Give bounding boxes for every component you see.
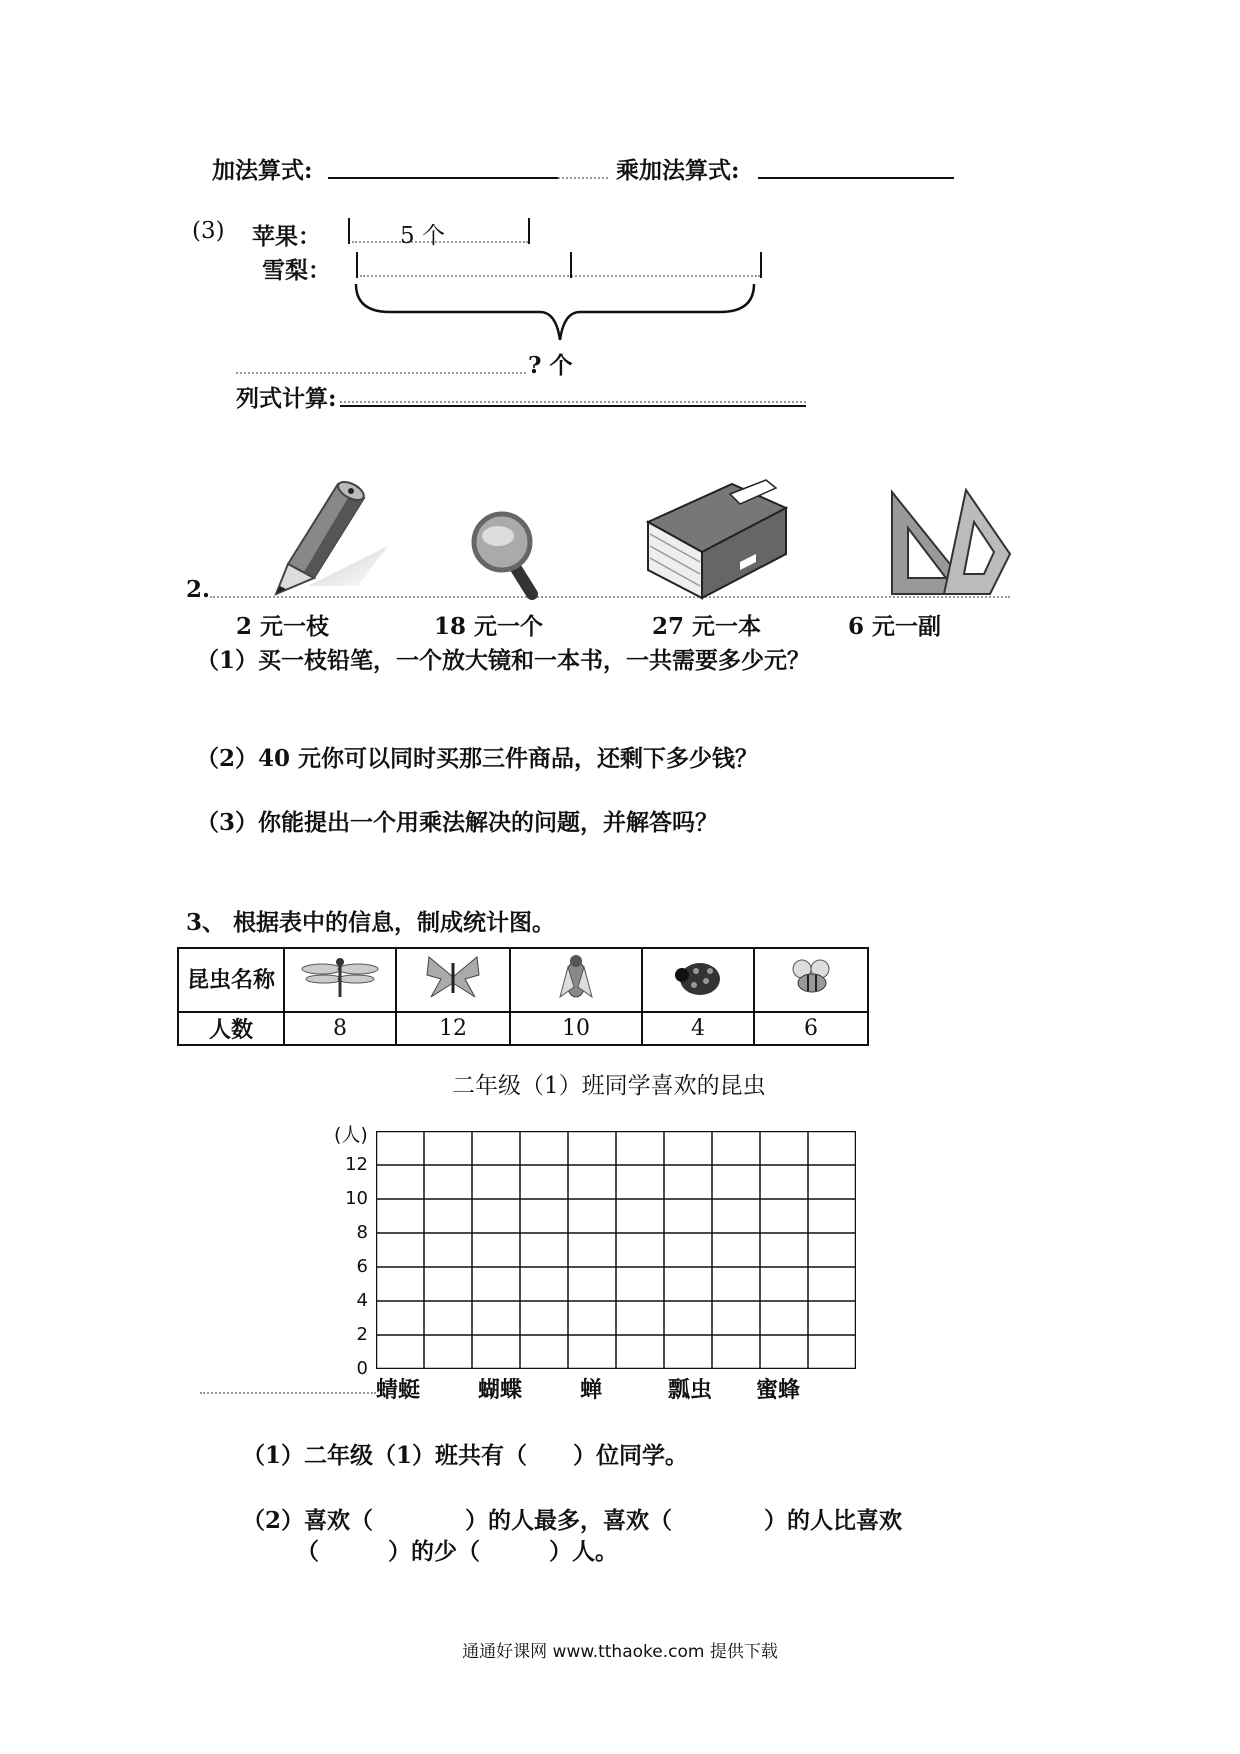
q2-question-1: （1）买一枝铅笔，一个放大镜和一本书，一共需要多少元？ (196, 647, 811, 674)
y-tick-label: 2 (356, 1324, 368, 1345)
butterfly-icon (423, 953, 483, 1001)
calc-blank[interactable] (340, 405, 806, 407)
set-square-icon (886, 486, 1016, 598)
count-butterfly: 12 (396, 1012, 510, 1045)
question-number: (3) (192, 218, 225, 244)
count-bee: 6 (754, 1012, 868, 1045)
pencil-icon (268, 476, 398, 602)
magnifier-price: 18 元一个 (434, 613, 544, 640)
y-tick-label: 0 (356, 1358, 368, 1379)
pear-label: 雪梨： (262, 257, 331, 284)
chart-ylabel: (人) (334, 1124, 368, 1146)
y-tick-label: 6 (356, 1256, 368, 1277)
apple-label: 苹果： (252, 223, 321, 250)
q3-question-2-cont: （ ）的少（ ）人。 (296, 1538, 618, 1565)
book-icon (640, 478, 790, 604)
y-tick-label: 4 (356, 1290, 368, 1311)
cicada-icon (556, 951, 596, 1003)
bar-tick (348, 218, 350, 244)
q3-question-2: （2）喜欢（ ）的人最多，喜欢（ ）的人比喜欢 (242, 1507, 903, 1534)
dotted-line (236, 372, 526, 374)
x-category-label: 瓢虫 (668, 1377, 713, 1403)
x-category-label: 蜜蜂 (756, 1377, 801, 1403)
y-tick-label: 8 (356, 1222, 368, 1243)
calc-label: 列式计算: (236, 385, 337, 412)
magnifier-icon (466, 510, 546, 602)
bar-tick (528, 218, 530, 244)
apple-value: 5 个 (400, 223, 445, 249)
dragonfly-cell (284, 948, 396, 1012)
question-number: 2. (186, 576, 211, 603)
ladybug-cell (642, 948, 754, 1012)
dotted-line (200, 1392, 376, 1394)
add-formula-blank[interactable] (328, 177, 558, 179)
y-tick-label: 12 (345, 1154, 368, 1175)
bee-icon (788, 957, 834, 997)
bee-cell (754, 948, 868, 1012)
chart-grid[interactable] (376, 1131, 856, 1369)
bar-tick (760, 252, 762, 278)
book-price: 27 元一本 (652, 613, 762, 640)
table-header-cell: 昆虫名称 (178, 948, 284, 1012)
pear-bar (360, 275, 760, 277)
dragonfly-icon (300, 955, 380, 999)
page-footer: 通通好课网 www.tthaoke.com 提供下载 (462, 1642, 778, 1662)
x-category-label: 蝴蝶 (478, 1377, 523, 1403)
total-label: ? 个 (528, 352, 573, 379)
pencil-price: 2 元一枝 (236, 613, 330, 640)
add-formula-label: 加法算式: (212, 157, 313, 184)
count-ladybug: 4 (642, 1012, 754, 1045)
count-dragonfly: 8 (284, 1012, 396, 1045)
bar-tick (356, 252, 358, 278)
x-category-label: 蝉 (580, 1377, 603, 1403)
insect-table (177, 947, 869, 1046)
muladd-formula-blank[interactable] (758, 177, 954, 179)
q2-question-3: （3）你能提出一个用乘法解决的问题，并解答吗？ (196, 809, 719, 836)
calc-dotted (340, 401, 806, 403)
count-cicada: 10 (510, 1012, 642, 1045)
dotted-line (558, 177, 608, 179)
brace-icon (350, 278, 770, 348)
set-square-price: 6 元一副 (848, 613, 942, 640)
x-category-label: 蜻蜓 (376, 1377, 421, 1403)
cicada-cell (510, 948, 642, 1012)
muladd-formula-label: 乘加法算式: (616, 157, 740, 184)
y-tick-label: 10 (345, 1188, 368, 1209)
butterfly-cell (396, 948, 510, 1012)
bar-tick (570, 252, 572, 278)
q3-question-1: （1）二年级（1）班共有（ ）位同学。 (242, 1442, 689, 1469)
q2-question-2: （2）40 元你可以同时买那三件商品，还剩下多少钱？ (196, 745, 759, 772)
ladybug-icon (672, 955, 724, 999)
chart-title: 二年级（1）班同学喜欢的昆虫 (452, 1073, 766, 1099)
q3-heading: 3、 根据表中的信息，制成统计图。 (186, 909, 556, 936)
table-row-label: 人数 (178, 1012, 284, 1045)
